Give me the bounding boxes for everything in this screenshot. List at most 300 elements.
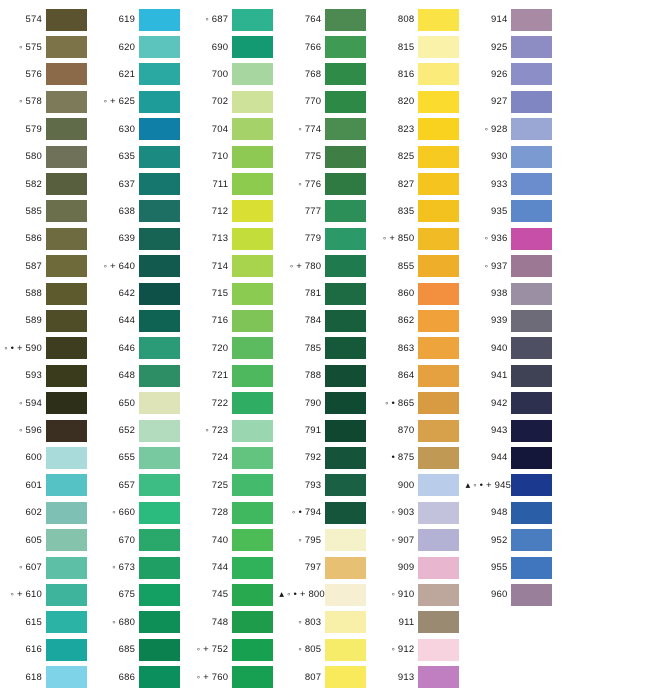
- color-chip[interactable]: [511, 36, 552, 58]
- color-swatch-row[interactable]: [0, 170, 93, 197]
- color-chip[interactable]: [325, 474, 366, 496]
- color-chip[interactable]: [325, 337, 366, 359]
- color-chip[interactable]: [418, 639, 459, 661]
- color-chip[interactable]: [511, 283, 552, 305]
- color-chip[interactable]: [418, 365, 459, 387]
- color-swatch-row[interactable]: [279, 554, 372, 581]
- color-swatch-row[interactable]: [186, 444, 279, 471]
- color-chip[interactable]: [418, 36, 459, 58]
- color-chip[interactable]: [232, 91, 273, 113]
- color-chip[interactable]: [139, 200, 180, 222]
- color-swatch-row[interactable]: [372, 225, 465, 252]
- color-chip[interactable]: [325, 173, 366, 195]
- color-chip[interactable]: [139, 337, 180, 359]
- color-swatch-row[interactable]: [279, 143, 372, 170]
- color-chip[interactable]: [232, 310, 273, 332]
- color-swatch-row[interactable]: [186, 280, 279, 307]
- color-chip[interactable]: [46, 228, 87, 250]
- color-chip[interactable]: [139, 474, 180, 496]
- color-swatch-row[interactable]: [372, 417, 465, 444]
- color-chip[interactable]: [232, 337, 273, 359]
- color-chip[interactable]: [511, 337, 552, 359]
- color-swatch-row[interactable]: [279, 198, 372, 225]
- color-chip[interactable]: [232, 666, 273, 688]
- color-chip[interactable]: [511, 365, 552, 387]
- color-swatch-row[interactable]: [372, 636, 465, 663]
- color-chip[interactable]: [325, 228, 366, 250]
- color-swatch-row[interactable]: [372, 198, 465, 225]
- color-chip[interactable]: [46, 584, 87, 606]
- color-swatch-row[interactable]: [279, 417, 372, 444]
- color-swatch-row[interactable]: [279, 362, 372, 389]
- color-swatch-row[interactable]: [465, 198, 558, 225]
- color-swatch-row[interactable]: [465, 280, 558, 307]
- color-swatch-row[interactable]: [372, 61, 465, 88]
- color-swatch-row[interactable]: [186, 198, 279, 225]
- color-swatch-row[interactable]: [93, 307, 186, 334]
- color-swatch-row[interactable]: [465, 225, 558, 252]
- color-chip[interactable]: [418, 146, 459, 168]
- color-swatch-row[interactable]: [372, 253, 465, 280]
- color-swatch-row[interactable]: [93, 609, 186, 636]
- color-chip[interactable]: [418, 420, 459, 442]
- color-swatch-row[interactable]: [93, 33, 186, 60]
- color-chip[interactable]: [232, 392, 273, 414]
- color-swatch-row[interactable]: [372, 280, 465, 307]
- color-swatch-row[interactable]: [186, 88, 279, 115]
- color-swatch-row[interactable]: [372, 88, 465, 115]
- color-swatch-row[interactable]: [279, 116, 372, 143]
- color-swatch-row[interactable]: [465, 170, 558, 197]
- color-chip[interactable]: [139, 36, 180, 58]
- color-swatch-row[interactable]: [93, 362, 186, 389]
- color-swatch-row[interactable]: [93, 253, 186, 280]
- color-column: [372, 6, 465, 692]
- color-swatch-row[interactable]: [93, 116, 186, 143]
- color-swatch-row[interactable]: [186, 663, 279, 690]
- color-swatch-row[interactable]: [0, 389, 93, 416]
- color-chip[interactable]: [139, 502, 180, 524]
- color-swatch-row[interactable]: [93, 280, 186, 307]
- color-swatch-row[interactable]: [279, 253, 372, 280]
- color-swatch-row[interactable]: [0, 609, 93, 636]
- color-swatch-row[interactable]: [186, 526, 279, 553]
- color-swatch-row[interactable]: [465, 61, 558, 88]
- color-swatch-row[interactable]: [93, 417, 186, 444]
- color-chip[interactable]: [325, 91, 366, 113]
- color-chip[interactable]: [139, 173, 180, 195]
- color-chip[interactable]: [139, 392, 180, 414]
- color-swatch-row[interactable]: [0, 280, 93, 307]
- color-swatch-row[interactable]: [0, 253, 93, 280]
- color-swatch-row[interactable]: [0, 33, 93, 60]
- color-chip[interactable]: [232, 118, 273, 140]
- color-chip[interactable]: [325, 365, 366, 387]
- color-swatch-row[interactable]: [0, 116, 93, 143]
- color-swatch-row[interactable]: [465, 554, 558, 581]
- color-swatch-row[interactable]: [186, 33, 279, 60]
- color-swatch-row[interactable]: [372, 170, 465, 197]
- color-chip[interactable]: [511, 474, 552, 496]
- color-chip[interactable]: [46, 639, 87, 661]
- color-chip[interactable]: [418, 173, 459, 195]
- color-swatch-row[interactable]: [93, 499, 186, 526]
- color-swatch-row[interactable]: [93, 198, 186, 225]
- color-swatch-row[interactable]: [93, 526, 186, 553]
- color-chip[interactable]: [139, 146, 180, 168]
- color-swatch-row[interactable]: [372, 389, 465, 416]
- color-swatch-row[interactable]: [279, 6, 372, 33]
- color-chip[interactable]: [511, 447, 552, 469]
- color-chip[interactable]: [46, 310, 87, 332]
- color-chip[interactable]: [232, 63, 273, 85]
- color-chip[interactable]: [325, 200, 366, 222]
- color-swatch-row[interactable]: [93, 170, 186, 197]
- color-swatch-row[interactable]: [0, 198, 93, 225]
- color-chip[interactable]: [139, 365, 180, 387]
- color-chip[interactable]: [418, 200, 459, 222]
- color-swatch-row[interactable]: [372, 444, 465, 471]
- color-chip[interactable]: [511, 146, 552, 168]
- color-chip[interactable]: [46, 283, 87, 305]
- color-chip[interactable]: [139, 255, 180, 277]
- color-chip[interactable]: [511, 392, 552, 414]
- color-swatch-row[interactable]: [465, 389, 558, 416]
- color-swatch-row[interactable]: [279, 307, 372, 334]
- color-swatch-row[interactable]: [186, 6, 279, 33]
- color-chip[interactable]: [325, 36, 366, 58]
- color-swatch-row[interactable]: [465, 88, 558, 115]
- color-chip[interactable]: [325, 639, 366, 661]
- color-chip[interactable]: [46, 420, 87, 442]
- color-swatch-row[interactable]: [93, 6, 186, 33]
- color-chip[interactable]: [139, 611, 180, 633]
- color-chip[interactable]: [139, 639, 180, 661]
- color-chip[interactable]: [139, 9, 180, 31]
- color-swatch-row[interactable]: [186, 143, 279, 170]
- color-swatch-row[interactable]: [0, 417, 93, 444]
- color-swatch-row[interactable]: [279, 636, 372, 663]
- color-chip[interactable]: [325, 584, 366, 606]
- color-swatch-row[interactable]: [465, 417, 558, 444]
- color-swatch-row[interactable]: [465, 581, 558, 608]
- color-chip[interactable]: [511, 420, 552, 442]
- color-chip[interactable]: [46, 200, 87, 222]
- color-swatch-row[interactable]: [372, 6, 465, 33]
- color-swatch-row[interactable]: [372, 116, 465, 143]
- color-chip[interactable]: [232, 557, 273, 579]
- color-swatch-row[interactable]: [465, 472, 558, 499]
- color-swatch-row[interactable]: [93, 335, 186, 362]
- color-chip[interactable]: [511, 9, 552, 31]
- color-chip[interactable]: [325, 310, 366, 332]
- color-chip[interactable]: [46, 474, 87, 496]
- color-swatch-row[interactable]: [279, 499, 372, 526]
- color-chip[interactable]: [46, 146, 87, 168]
- color-chip[interactable]: [139, 283, 180, 305]
- color-chip[interactable]: [232, 502, 273, 524]
- color-chip[interactable]: [232, 420, 273, 442]
- color-chip[interactable]: [139, 63, 180, 85]
- color-chip[interactable]: [139, 666, 180, 688]
- color-swatch-row[interactable]: [465, 6, 558, 33]
- color-swatch-row[interactable]: [372, 499, 465, 526]
- color-chip[interactable]: [46, 365, 87, 387]
- color-chip[interactable]: [418, 584, 459, 606]
- color-chip[interactable]: [139, 228, 180, 250]
- color-swatch-row[interactable]: [186, 417, 279, 444]
- color-swatch-row[interactable]: [279, 61, 372, 88]
- color-chip[interactable]: [46, 392, 87, 414]
- color-swatch-row[interactable]: [186, 499, 279, 526]
- color-swatch-row[interactable]: [186, 61, 279, 88]
- color-chip[interactable]: [46, 118, 87, 140]
- color-code-label: 616: [25, 644, 42, 656]
- color-swatch-row[interactable]: [372, 554, 465, 581]
- color-swatch-row[interactable]: [279, 663, 372, 690]
- color-swatch-row[interactable]: [372, 307, 465, 334]
- color-chip[interactable]: [325, 146, 366, 168]
- color-swatch-row[interactable]: [93, 581, 186, 608]
- color-swatch-row[interactable]: [372, 335, 465, 362]
- color-swatch-row[interactable]: [279, 170, 372, 197]
- color-chip[interactable]: [418, 474, 459, 496]
- color-code-label: 724: [211, 452, 229, 464]
- color-swatch-row[interactable]: [93, 225, 186, 252]
- color-swatch-row[interactable]: [465, 335, 558, 362]
- color-swatch-row[interactable]: [93, 663, 186, 690]
- color-chip[interactable]: [418, 283, 459, 305]
- color-swatch-row[interactable]: [0, 143, 93, 170]
- color-chip[interactable]: [232, 474, 273, 496]
- color-swatch-row[interactable]: [0, 362, 93, 389]
- color-swatch-row[interactable]: [186, 253, 279, 280]
- color-swatch-row[interactable]: [93, 636, 186, 663]
- color-chip[interactable]: [418, 392, 459, 414]
- color-chip[interactable]: [418, 557, 459, 579]
- color-swatch-row[interactable]: [279, 581, 372, 608]
- color-swatch-row[interactable]: [186, 335, 279, 362]
- color-swatch-row[interactable]: [0, 6, 93, 33]
- color-swatch-row[interactable]: [465, 116, 558, 143]
- color-swatch-row[interactable]: [93, 143, 186, 170]
- color-chip[interactable]: [325, 392, 366, 414]
- color-column: [279, 6, 372, 692]
- color-chip[interactable]: [418, 502, 459, 524]
- color-swatch-row[interactable]: [186, 362, 279, 389]
- color-swatch-row[interactable]: [0, 307, 93, 334]
- color-swatch-row[interactable]: [0, 472, 93, 499]
- color-swatch-row[interactable]: [372, 526, 465, 553]
- color-chip[interactable]: [325, 666, 366, 688]
- color-chip[interactable]: [325, 283, 366, 305]
- color-chip[interactable]: [325, 447, 366, 469]
- color-chip[interactable]: [139, 420, 180, 442]
- color-swatch-row[interactable]: [372, 663, 465, 690]
- color-swatch-row[interactable]: [0, 499, 93, 526]
- color-swatch-row[interactable]: [279, 609, 372, 636]
- color-chip[interactable]: [232, 255, 273, 277]
- color-chip[interactable]: [232, 146, 273, 168]
- color-swatch-row[interactable]: [279, 280, 372, 307]
- color-swatch-row[interactable]: [372, 581, 465, 608]
- color-chip[interactable]: [511, 310, 552, 332]
- color-chip[interactable]: [511, 173, 552, 195]
- color-swatch-row[interactable]: [0, 61, 93, 88]
- color-swatch-row[interactable]: [279, 88, 372, 115]
- color-chip[interactable]: [418, 9, 459, 31]
- color-swatch-row[interactable]: [279, 444, 372, 471]
- color-chip[interactable]: [418, 228, 459, 250]
- color-chip[interactable]: [511, 584, 552, 606]
- color-swatch-row[interactable]: [279, 335, 372, 362]
- color-swatch-row[interactable]: [372, 472, 465, 499]
- color-swatch-row[interactable]: [372, 609, 465, 636]
- color-chip[interactable]: [325, 255, 366, 277]
- color-chip[interactable]: [418, 337, 459, 359]
- color-swatch-row[interactable]: [372, 362, 465, 389]
- color-chip[interactable]: [139, 529, 180, 551]
- color-chip[interactable]: [325, 529, 366, 551]
- color-swatch-row[interactable]: [279, 526, 372, 553]
- color-swatch-row[interactable]: [0, 581, 93, 608]
- color-chip[interactable]: [232, 639, 273, 661]
- color-chip[interactable]: [418, 447, 459, 469]
- color-swatch-row[interactable]: [0, 663, 93, 690]
- color-chip[interactable]: [511, 502, 552, 524]
- color-chip[interactable]: [325, 118, 366, 140]
- color-chip[interactable]: [325, 557, 366, 579]
- color-chip[interactable]: [46, 63, 87, 85]
- color-chip[interactable]: [46, 666, 87, 688]
- color-chip[interactable]: [232, 173, 273, 195]
- color-swatch-row[interactable]: [279, 33, 372, 60]
- color-swatch-row[interactable]: [93, 444, 186, 471]
- color-swatch-row[interactable]: [93, 61, 186, 88]
- color-chip[interactable]: [232, 447, 273, 469]
- color-chip[interactable]: [46, 255, 87, 277]
- color-swatch-row[interactable]: [186, 581, 279, 608]
- color-chip[interactable]: [325, 611, 366, 633]
- color-swatch-row[interactable]: [279, 389, 372, 416]
- color-swatch-row[interactable]: [0, 444, 93, 471]
- color-swatch-row[interactable]: [465, 307, 558, 334]
- color-swatch-row[interactable]: [0, 554, 93, 581]
- color-chip[interactable]: [511, 557, 552, 579]
- color-swatch-row[interactable]: [372, 33, 465, 60]
- color-swatch-row[interactable]: [0, 225, 93, 252]
- color-chip[interactable]: [46, 91, 87, 113]
- color-chip[interactable]: [511, 91, 552, 113]
- color-swatch-row[interactable]: [465, 526, 558, 553]
- color-chip[interactable]: [418, 611, 459, 633]
- color-swatch-row[interactable]: [186, 554, 279, 581]
- color-swatch-row[interactable]: [465, 253, 558, 280]
- color-swatch-row[interactable]: [93, 472, 186, 499]
- color-chip[interactable]: [46, 36, 87, 58]
- color-swatch-row[interactable]: [186, 116, 279, 143]
- color-chip[interactable]: [46, 173, 87, 195]
- color-chip[interactable]: [511, 63, 552, 85]
- color-swatch-row[interactable]: [465, 33, 558, 60]
- color-code-label: 788: [304, 370, 322, 382]
- color-chip[interactable]: [418, 255, 459, 277]
- color-swatch-row[interactable]: [372, 143, 465, 170]
- color-swatch-row[interactable]: [0, 88, 93, 115]
- color-chip[interactable]: [139, 584, 180, 606]
- color-chip[interactable]: [139, 118, 180, 140]
- color-chip[interactable]: [139, 91, 180, 113]
- color-chip[interactable]: [232, 283, 273, 305]
- color-swatch-row[interactable]: [186, 609, 279, 636]
- color-chip[interactable]: [511, 200, 552, 222]
- color-chip[interactable]: [232, 529, 273, 551]
- color-swatch-row[interactable]: [279, 472, 372, 499]
- color-chip[interactable]: [418, 63, 459, 85]
- color-swatch-row[interactable]: [186, 225, 279, 252]
- color-swatch-row[interactable]: [0, 335, 93, 362]
- color-chip[interactable]: [511, 228, 552, 250]
- color-chip[interactable]: [325, 502, 366, 524]
- color-chip[interactable]: [325, 420, 366, 442]
- color-swatch-row[interactable]: [465, 362, 558, 389]
- color-chip[interactable]: [511, 118, 552, 140]
- color-swatch-row[interactable]: [0, 526, 93, 553]
- color-swatch-row[interactable]: [465, 499, 558, 526]
- color-chip[interactable]: [418, 529, 459, 551]
- color-chip[interactable]: [418, 310, 459, 332]
- color-chip[interactable]: [232, 9, 273, 31]
- color-chip[interactable]: [418, 91, 459, 113]
- color-chip[interactable]: [232, 611, 273, 633]
- color-chip[interactable]: [232, 200, 273, 222]
- color-swatch-row[interactable]: [186, 170, 279, 197]
- color-swatch-row[interactable]: [186, 389, 279, 416]
- color-swatch-row[interactable]: [93, 389, 186, 416]
- color-chip[interactable]: [232, 228, 273, 250]
- color-swatch-row[interactable]: [186, 472, 279, 499]
- color-chip[interactable]: [139, 557, 180, 579]
- color-chip[interactable]: [46, 447, 87, 469]
- color-chip[interactable]: [46, 502, 87, 524]
- color-swatch-row[interactable]: [465, 444, 558, 471]
- color-swatch-row[interactable]: [0, 636, 93, 663]
- color-chip[interactable]: [418, 666, 459, 688]
- color-swatch-row[interactable]: [93, 88, 186, 115]
- color-chip[interactable]: [46, 529, 87, 551]
- color-swatch-row[interactable]: [186, 636, 279, 663]
- color-chip[interactable]: [418, 118, 459, 140]
- color-chip[interactable]: [46, 337, 87, 359]
- color-swatch-row[interactable]: [465, 143, 558, 170]
- color-chip[interactable]: [232, 584, 273, 606]
- color-chip[interactable]: [139, 447, 180, 469]
- color-chip[interactable]: [139, 310, 180, 332]
- color-chip[interactable]: [511, 255, 552, 277]
- color-swatch-row[interactable]: [93, 554, 186, 581]
- color-chip[interactable]: [511, 529, 552, 551]
- color-chip[interactable]: [325, 9, 366, 31]
- color-code-label: 655: [118, 452, 136, 464]
- color-swatch-row[interactable]: [279, 225, 372, 252]
- color-chip[interactable]: [325, 63, 366, 85]
- color-swatch-row[interactable]: [186, 307, 279, 334]
- color-chip[interactable]: [232, 365, 273, 387]
- color-chip[interactable]: [46, 557, 87, 579]
- color-chip[interactable]: [232, 36, 273, 58]
- color-chip[interactable]: [46, 9, 87, 31]
- color-chip[interactable]: [46, 611, 87, 633]
